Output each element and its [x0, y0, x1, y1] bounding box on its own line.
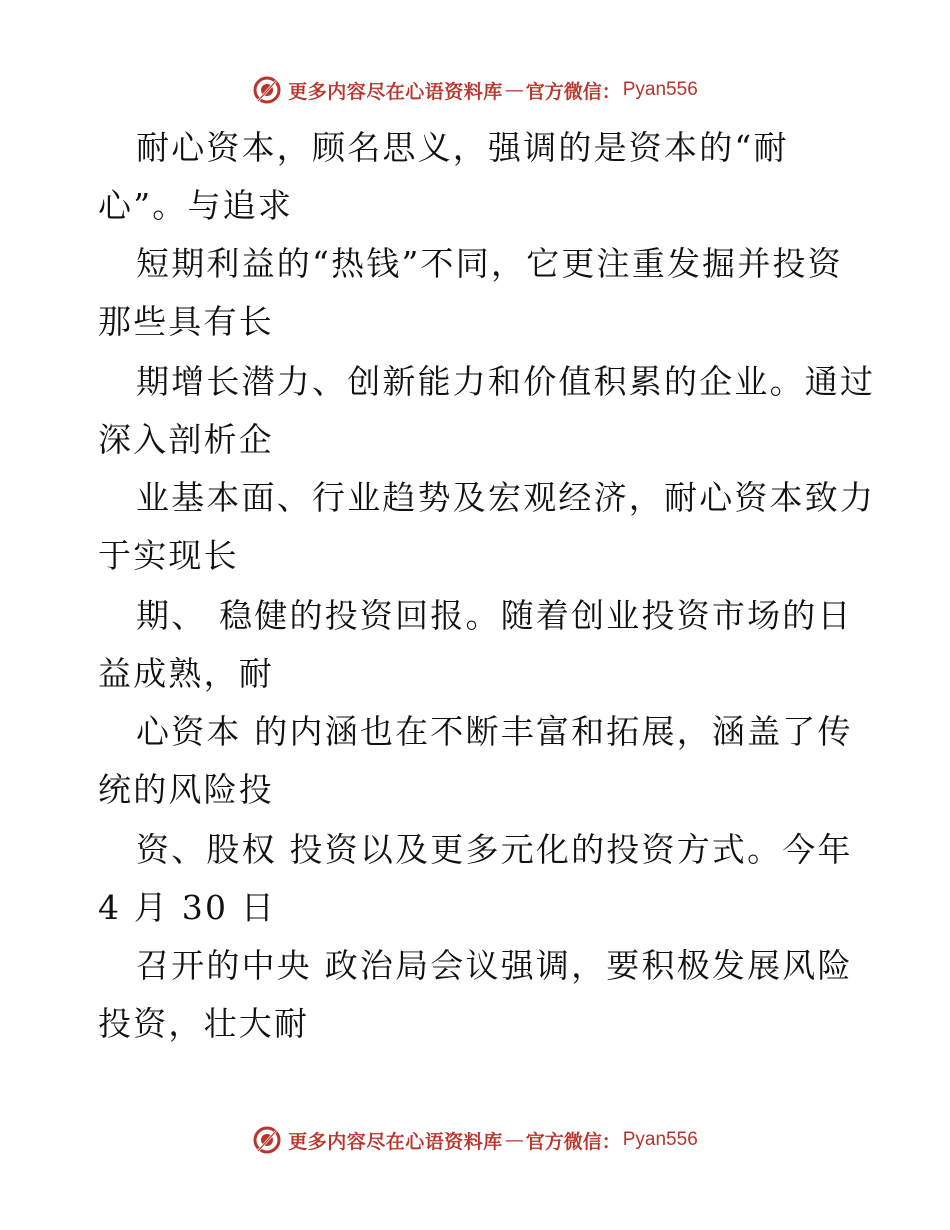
body-line: 心资本 的内涵也在不断丰富和拓展，涵盖了传 — [136, 712, 853, 751]
banner-wechat-id: Pyan556 — [622, 1129, 698, 1150]
body-line: 耐心资本，顾名思义，强调的是资本的“耐 — [136, 128, 789, 167]
body-line: 期增长潜力、创新能力和价值积累的企业。通过 — [136, 362, 876, 401]
footer-banner — [0, 1120, 950, 1160]
banner-title: 更多内容尽在心语资料库 — [288, 80, 503, 103]
body-line: 于实现长 — [98, 536, 239, 575]
body-line: 那些具有长 — [98, 302, 274, 341]
body-line: 投资，壮大耐 — [98, 1004, 310, 1043]
body-line: 召开的中央 政治局会议强调，要积极发展风险 — [136, 946, 853, 985]
body-line: 4 月 30 日 — [98, 888, 277, 927]
banner-separator: — — [504, 79, 524, 101]
body-line: 短期利益的“热钱”不同，它更注重发掘并投资 — [136, 244, 843, 283]
body-line: 资、股权 投资以及更多元化的投资方式。今年 — [136, 830, 853, 869]
header-banner — [0, 70, 950, 110]
body-line: 统的风险投 — [98, 770, 274, 809]
body-line: 心”。与追求 — [98, 186, 294, 225]
body-line: 期、 稳健的投资回报。随着创业投资市场的日 — [136, 596, 853, 635]
pen-logo-icon — [252, 1125, 282, 1155]
body-line: 深入剖析企 — [98, 420, 274, 459]
banner-wechat-label: 官方微信： — [525, 80, 621, 103]
pen-logo-icon — [252, 75, 282, 105]
body-line: 业基本面、行业趋势及宏观经济，耐心资本致力 — [136, 478, 876, 517]
banner-separator: — — [504, 1129, 524, 1151]
body-line: 益成熟，耐 — [98, 654, 274, 693]
banner-wechat-label: 官方微信： — [525, 1130, 621, 1153]
banner-title: 更多内容尽在心语资料库 — [288, 1130, 503, 1153]
banner-wechat-id: Pyan556 — [622, 79, 698, 100]
